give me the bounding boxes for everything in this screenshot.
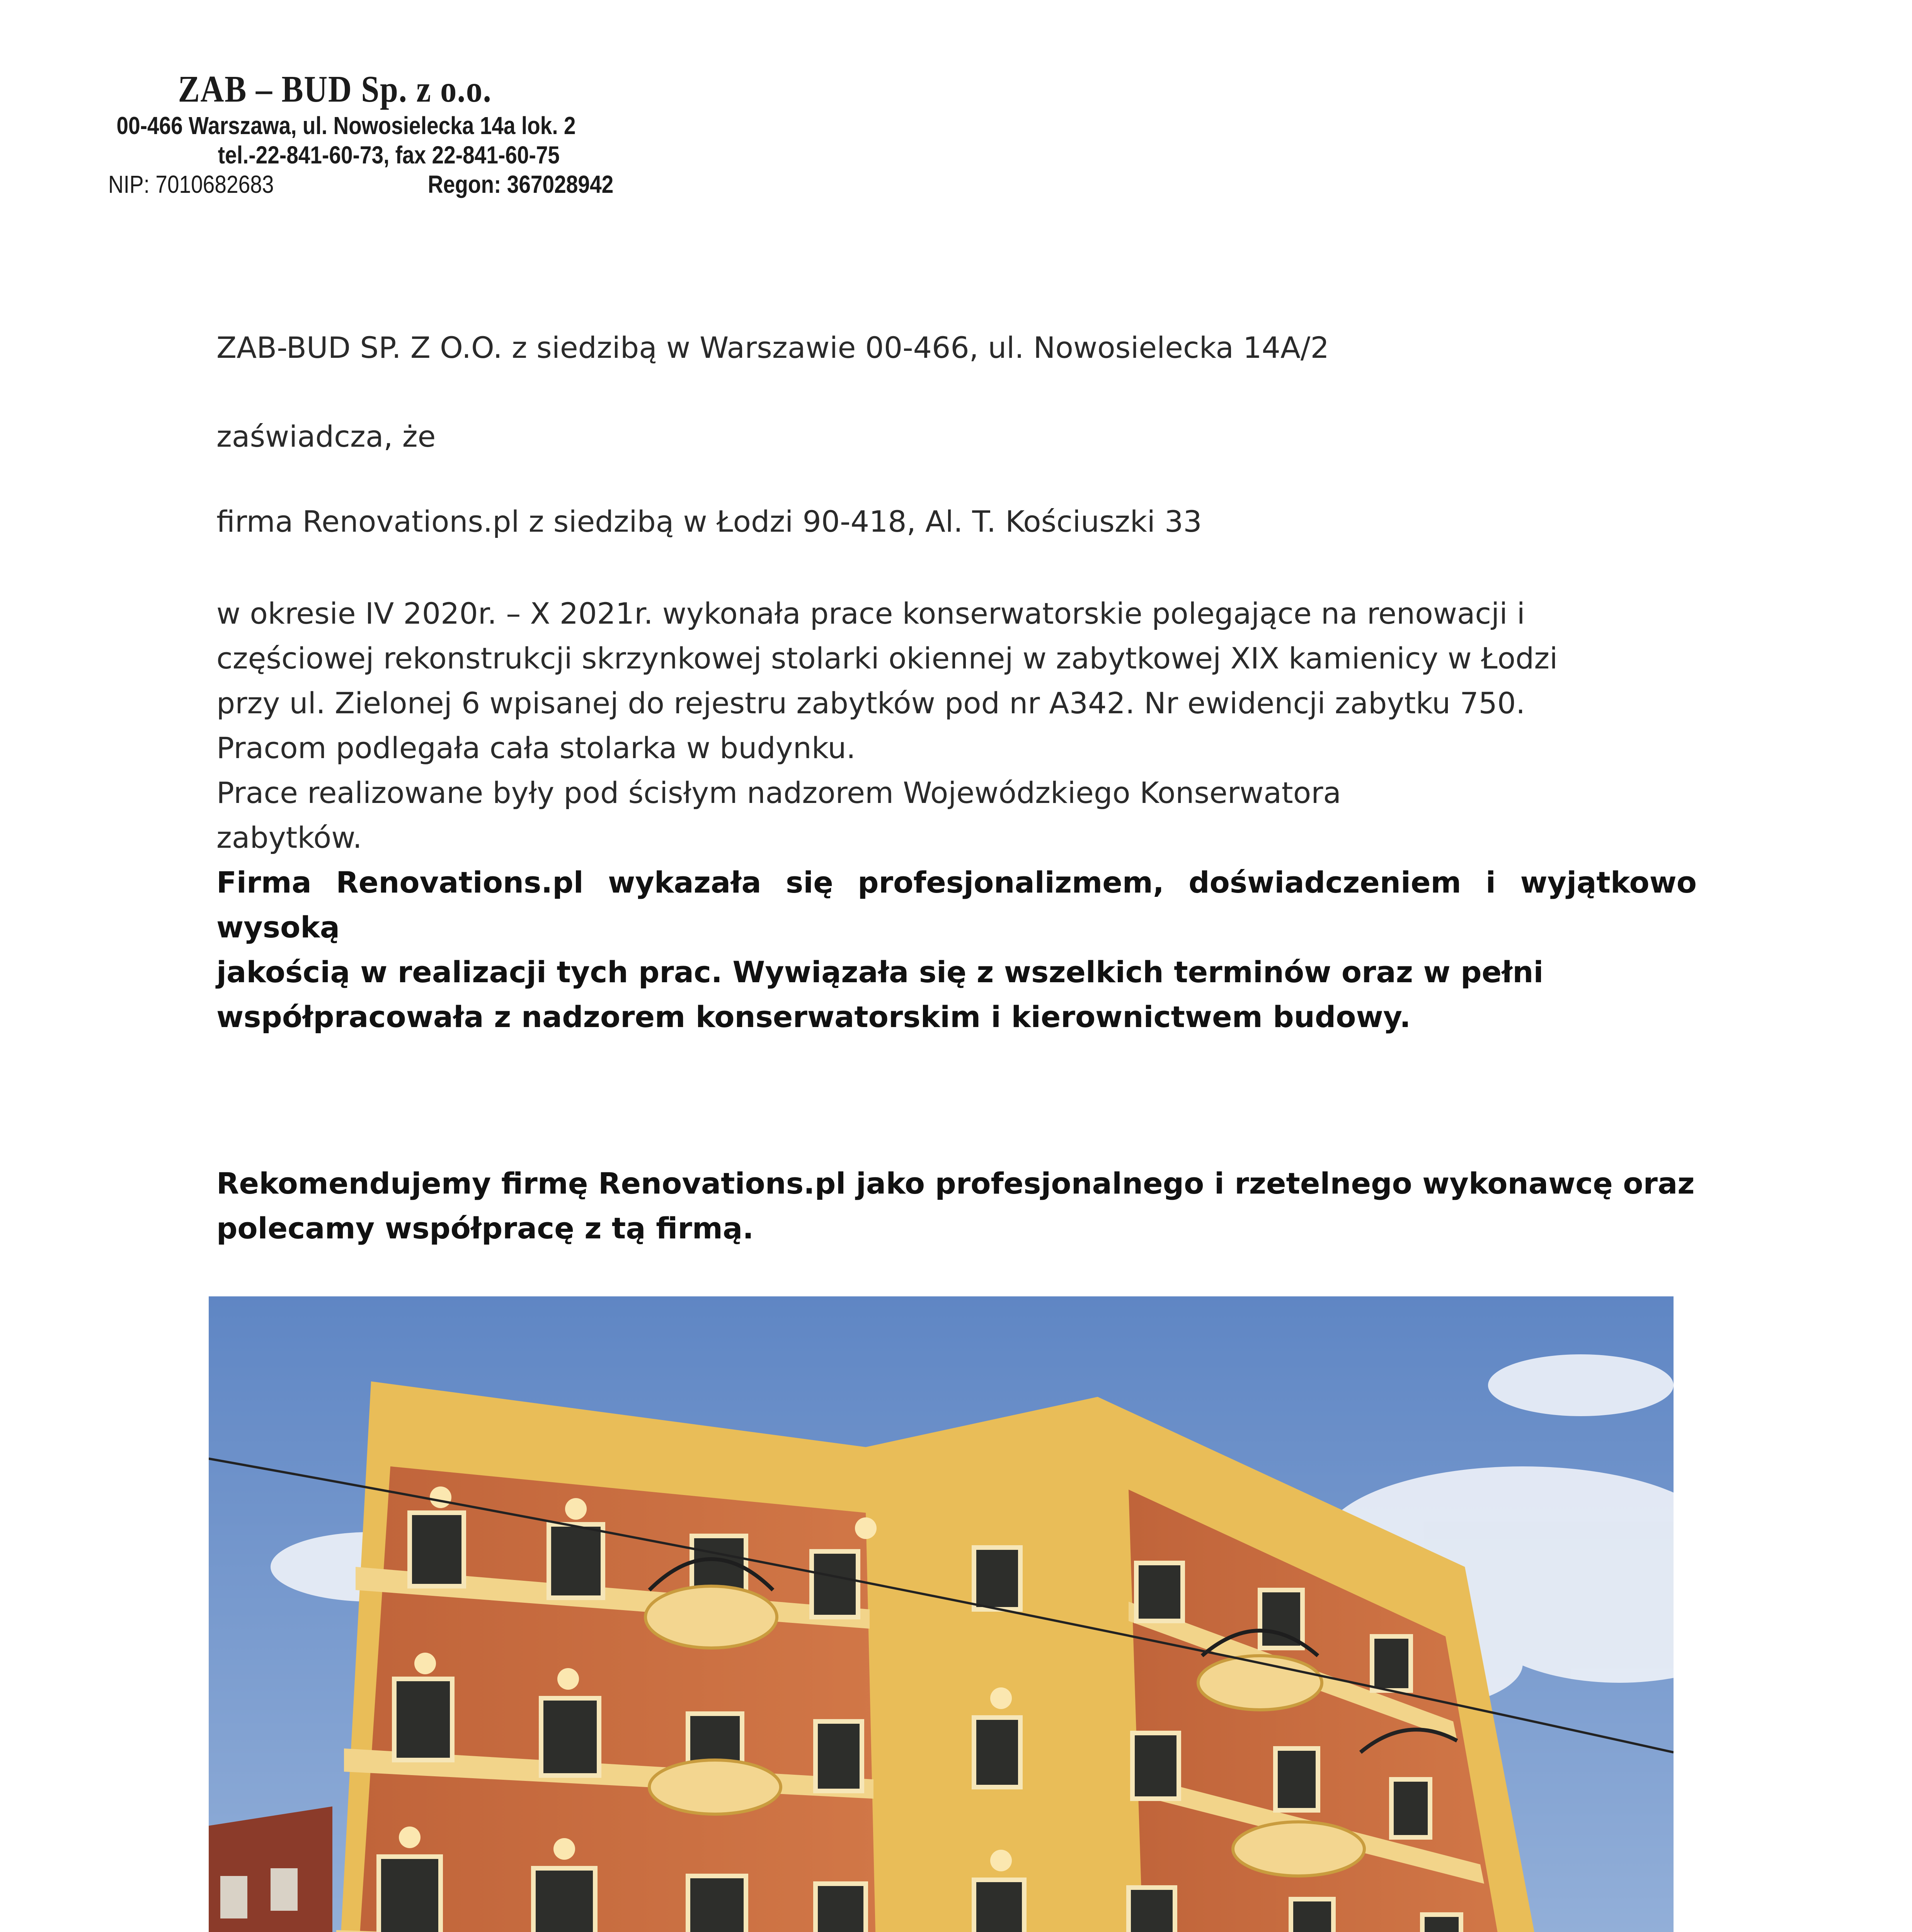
stamp-address: 00-466 Warszawa, ul. Nowosielecka 14a lok. 2: [116, 112, 576, 139]
letter-body: [216, 591, 1697, 1039]
bold-line: Firma Renovations.pl wykazała się profesjonalizmem, doświadczeniem i wyjątkowo wysoką: [216, 865, 1697, 944]
body-line: Pracom podlegała cała stolarka w budynku.: [216, 731, 856, 765]
certifies-line: zaświadcza, że: [216, 419, 436, 454]
stamp-company-name: ZAB – BUD Sp. z o.o.: [178, 68, 492, 110]
body-line: przy ul. Zielonej 6 wpisanej do rejestru zabytków pod nr A342. Nr ewidencji zabytku 750.: [216, 686, 1526, 720]
building-photo: [209, 1296, 1674, 1932]
body-line: zabytków.: [216, 820, 362, 855]
body-line: w okresie IV 2020r. – X 2021r. wykonała prace konserwatorskie polegające na renowacji i: [216, 596, 1525, 631]
body-line: częściowej rekonstrukcji skrzynkowej stolarki okiennej w zabytkowej XIX kamienicy w Łodzi: [216, 641, 1558, 675]
stamp-ids: [108, 170, 613, 199]
company-stamp: [108, 68, 614, 199]
body-line: Prace realizowane były pod ścisłym nadzorem Wojewódzkiego Konserwatora: [216, 776, 1342, 810]
recommendation: [216, 1161, 1697, 1251]
recommend-line: polecamy współpracę z tą firmą.: [216, 1211, 754, 1245]
stamp-regon: Regon: 367028942: [427, 170, 614, 198]
stamp-nip: NIP: 7010682683: [108, 170, 274, 198]
stamp-phone: tel.-22-841-60-73, fax 22-841-60-75: [218, 141, 560, 169]
recommend-line: Rekomendujemy firmę Renovations.pl jako profesjonalnego i rzetelnego wykonawcę oraz: [216, 1166, 1695, 1201]
bold-line: współpracowała z nadzorem konserwatorskim i kierownictwem budowy.: [216, 1000, 1411, 1034]
issuer-line: ZAB-BUD SP. Z O.O. z siedzibą w Warszawie 00-466, ul. Nowosielecka 14A/2: [216, 330, 1329, 365]
subject-line: firma Renovations.pl z siedzibą w Łodzi 90-418, Al. T. Kościuszki 33: [216, 504, 1202, 539]
bold-line: jakością w realizacji tych prac. Wywiązała się z wszelkich terminów oraz w pełni: [216, 955, 1544, 989]
